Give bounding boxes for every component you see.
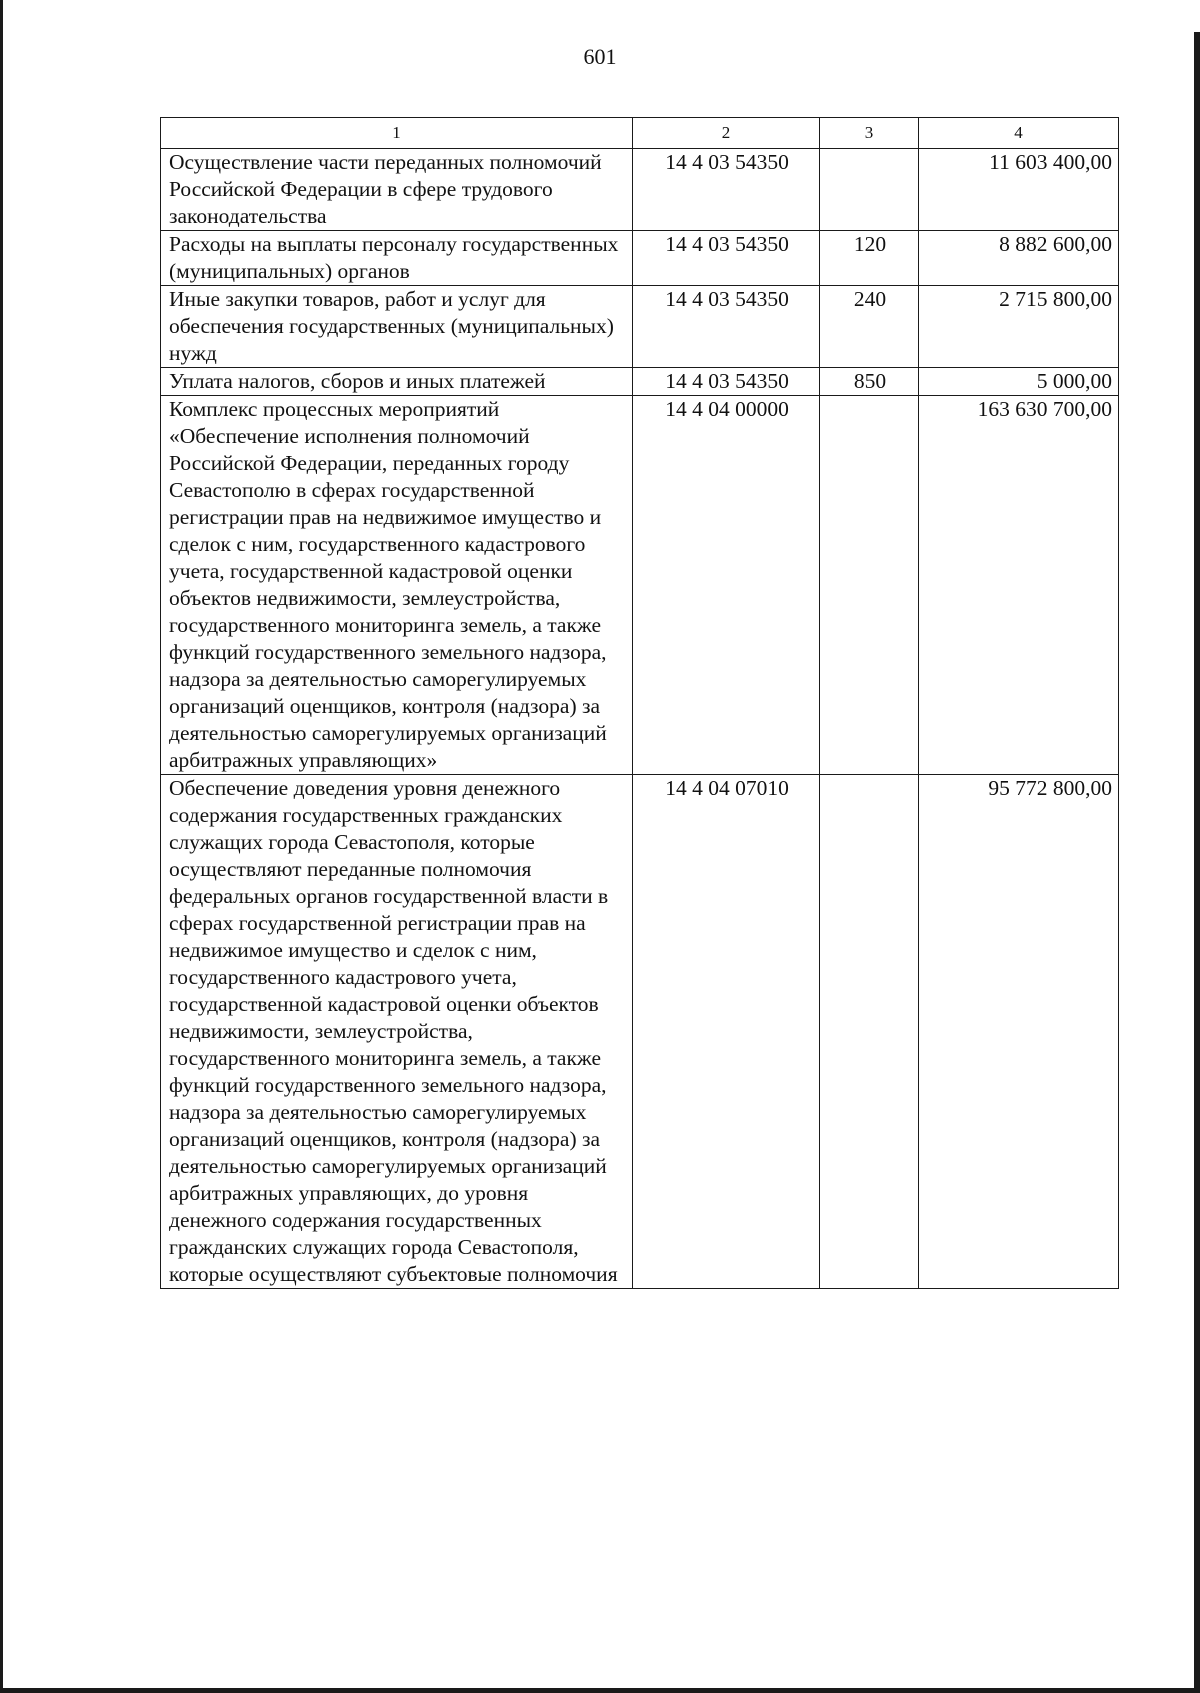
row-amount: 11 603 400,00 bbox=[919, 149, 1119, 231]
row-expense-type: 850 bbox=[820, 368, 919, 396]
header-col-4: 4 bbox=[919, 118, 1119, 149]
row-name: Комплекс процессных мероприятий «Обеспечение исполнения полномочий Российской Федерации, переданных городу Севастополю в сферах государственной регистрации прав на недвижимое имущество и сделок с ним, государственного кадастрового учета, государственной кадастровой оценки объектов недвижимости, землеустройства, государственного мониторинга земель, а также функций государственного земельного надзора, надзора за деятельностью саморегулируемых организаций оценщиков, контроля (надзора) за деятельностью саморегулируемых организаций арбитражных управляющих» bbox=[161, 396, 633, 775]
table-row bbox=[161, 231, 1119, 286]
row-expense-type bbox=[820, 396, 919, 775]
page-number: 601 bbox=[583, 44, 617, 69]
row-expense-type bbox=[820, 775, 919, 1289]
table-row bbox=[161, 775, 1119, 1289]
row-target-code: 14 4 03 54350 bbox=[633, 368, 820, 396]
row-amount: 8 882 600,00 bbox=[919, 231, 1119, 286]
scan-border-left bbox=[0, 0, 3, 1693]
row-target-code: 14 4 03 54350 bbox=[633, 286, 820, 368]
row-expense-type: 240 bbox=[820, 286, 919, 368]
row-name: Расходы на выплаты персоналу государственных (муниципальных) органов bbox=[161, 231, 633, 286]
row-expense-type bbox=[820, 149, 919, 231]
row-amount: 2 715 800,00 bbox=[919, 286, 1119, 368]
header-col-3: 3 bbox=[820, 118, 919, 149]
row-target-code: 14 4 04 07010 bbox=[633, 775, 820, 1289]
row-amount: 5 000,00 bbox=[919, 368, 1119, 396]
table-header-row bbox=[161, 118, 1119, 149]
header-col-1: 1 bbox=[161, 118, 633, 149]
header-col-2: 2 bbox=[633, 118, 820, 149]
row-name: Уплата налогов, сборов и иных платежей bbox=[161, 368, 633, 396]
table-row bbox=[161, 368, 1119, 396]
row-amount: 163 630 700,00 bbox=[919, 396, 1119, 775]
row-expense-type: 120 bbox=[820, 231, 919, 286]
row-name: Осуществление части переданных полномочий Российской Федерации в сфере трудового законодательства bbox=[161, 149, 633, 231]
row-amount: 95 772 800,00 bbox=[919, 775, 1119, 1289]
scan-border-right bbox=[1194, 32, 1200, 1693]
row-name: Обеспечение доведения уровня денежного содержания государственных гражданских служащих города Севастополя, которые осуществляют переданные полномочия федеральных органов государственной власти в сферах государственной регистрации прав на недвижимое имущество и сделок с ним, государственного кадастрового учета, государственной кадастровой оценки объектов недвижимости, землеустройства, государственного мониторинга земель, а также функций государственного земельного надзора, надзора за деятельностью саморегулируемых организаций оценщиков, контроля (надзора) за деятельностью саморегулируемых организаций арбитражных управляющих, до уровня денежного содержания государственных гражданских служащих города Севастополя, которые осуществляют субъектовые полномочия bbox=[161, 775, 633, 1289]
table-row bbox=[161, 149, 1119, 231]
table-row bbox=[161, 286, 1119, 368]
scan-border-bottom bbox=[0, 1688, 1200, 1693]
table-row bbox=[161, 396, 1119, 775]
budget-table bbox=[160, 117, 1119, 1289]
row-name: Иные закупки товаров, работ и услуг для обеспечения государственных (муниципальных) нужд bbox=[161, 286, 633, 368]
row-target-code: 14 4 04 00000 bbox=[633, 396, 820, 775]
row-target-code: 14 4 03 54350 bbox=[633, 231, 820, 286]
row-target-code: 14 4 03 54350 bbox=[633, 149, 820, 231]
